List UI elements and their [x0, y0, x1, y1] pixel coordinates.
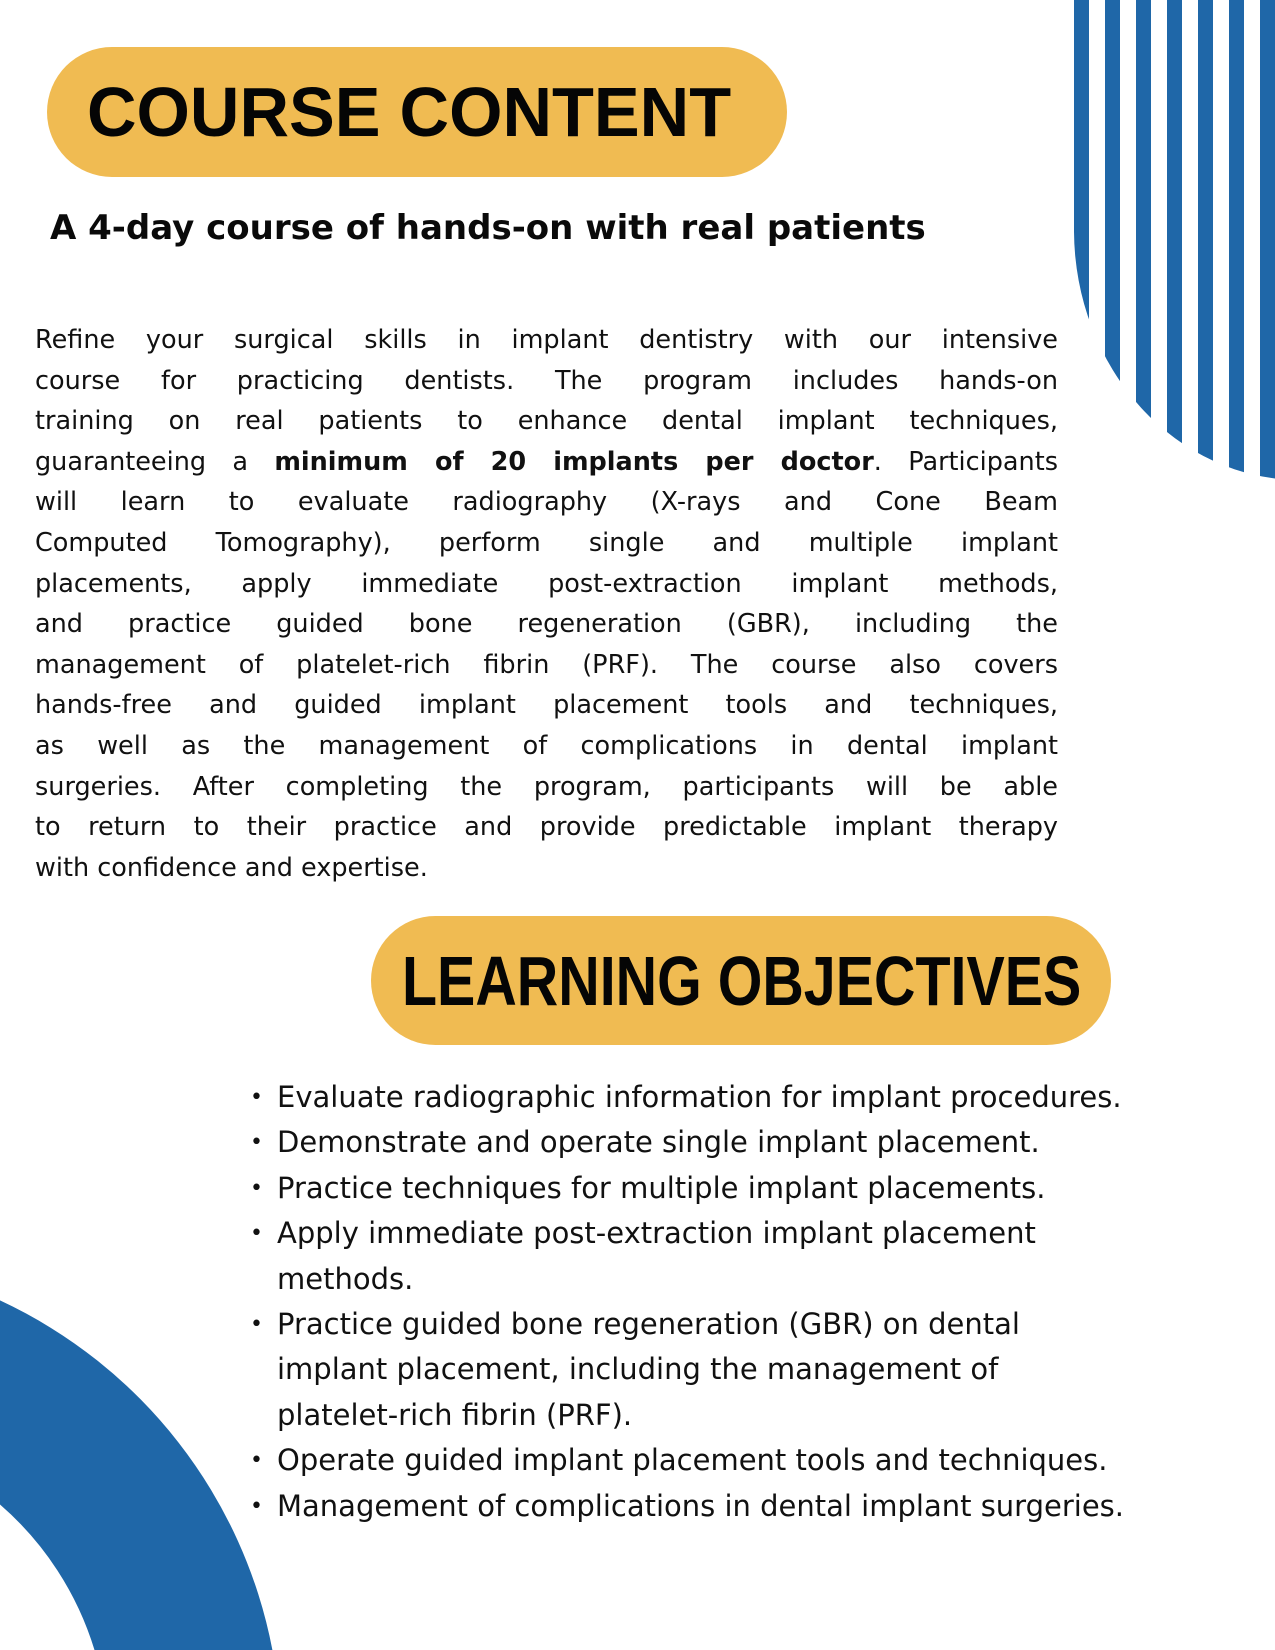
blue-stripe: [1198, 0, 1213, 480]
bullet-icon: •: [250, 1130, 263, 1156]
paragraph-line: to return to their practice and provide predictable implant therapy: [35, 812, 1058, 843]
paragraph-line: [35, 442, 1058, 483]
objective-item: [250, 1302, 1124, 1438]
learning-objectives-banner: [371, 916, 1111, 1045]
objective-text: Practice guided bone regeneration (GBR) on dental: [277, 1307, 1020, 1342]
learning-objectives-heading: LEARNING OBJECTIVES: [402, 941, 1082, 1020]
blue-arc-decoration: [0, 1300, 272, 1650]
objective-item: [250, 1120, 1124, 1165]
blue-stripes-decoration: [1074, 0, 1275, 480]
objective-item: [250, 1438, 1124, 1483]
blue-stripe: [1105, 0, 1120, 480]
blue-stripe: [1229, 0, 1244, 480]
paragraph-line: and practice guided bone regeneration (GBR), including the: [35, 609, 1058, 640]
objective-text: Demonstrate and operate single implant placement.: [277, 1125, 1040, 1160]
course-content-banner: [47, 47, 787, 177]
paragraph-line: management of platelet-rich fibrin (PRF). The course also covers: [35, 649, 1058, 680]
objective-text: platelet-rich fibrin (PRF).: [277, 1397, 633, 1432]
objective-text: Practice techniques for multiple implant placements.: [277, 1170, 1046, 1205]
bullet-icon: •: [250, 1448, 263, 1474]
blue-stripe: [1167, 0, 1182, 480]
paragraph-line: as well as the management of complications in dental implant: [35, 730, 1058, 761]
bullet-icon: •: [250, 1221, 263, 1247]
paragraph-line: surgeries. After completing the program, participants will be able: [35, 771, 1058, 802]
objective-item: [250, 1166, 1124, 1211]
objective-text: Apply immediate post-extraction implant placement: [277, 1216, 1036, 1251]
paragraph-line: hands-free and guided implant placement tools and techniques,: [35, 690, 1058, 721]
blue-stripe: [1136, 0, 1151, 480]
objective-item: [250, 1211, 1124, 1302]
objective-text: methods.: [277, 1261, 414, 1296]
objective-text: implant placement, including the management of: [277, 1352, 999, 1387]
objective-text: Management of complications in dental implant surgeries.: [277, 1488, 1124, 1523]
objective-item: [250, 1075, 1124, 1120]
paragraph-text: . Participants: [873, 446, 1059, 477]
highlight-text: minimum of 20 implants per doctor: [274, 446, 874, 477]
blue-stripe: [1260, 0, 1275, 480]
paragraph-text: guaranteeing a: [35, 446, 275, 477]
course-subtitle: A 4-day course of hands-on with real patients: [50, 208, 926, 248]
objective-text: Operate guided implant placement tools and techniques.: [277, 1443, 1108, 1478]
paragraph-line: training on real patients to enhance dental implant techniques,: [35, 406, 1058, 437]
paragraph-line: placements, apply immediate post-extraction implant methods,: [35, 568, 1058, 599]
paragraph-line: with confidence and expertise.: [35, 852, 428, 883]
bullet-icon: •: [250, 1493, 263, 1519]
bullet-icon: •: [250, 1175, 263, 1201]
bullet-icon: •: [250, 1085, 263, 1110]
bullet-icon: •: [250, 1312, 263, 1338]
course-description: [35, 320, 1058, 888]
course-content-heading: COURSE CONTENT: [87, 73, 732, 151]
objective-text: Evaluate radiographic information for implant procedures.: [277, 1080, 1122, 1114]
paragraph-line: course for practicing dentists. The program includes hands-on: [35, 365, 1058, 396]
paragraph-line: Computed Tomography), perform single and multiple implant: [35, 527, 1058, 558]
blue-stripe: [1074, 0, 1089, 480]
paragraph-line: Refine your surgical skills in implant dentistry with our intensive: [35, 325, 1058, 355]
learning-objectives-list: [250, 1075, 1124, 1529]
paragraph-line: will learn to evaluate radiography (X-rays and Cone Beam: [35, 487, 1058, 518]
objective-item: [250, 1484, 1124, 1529]
